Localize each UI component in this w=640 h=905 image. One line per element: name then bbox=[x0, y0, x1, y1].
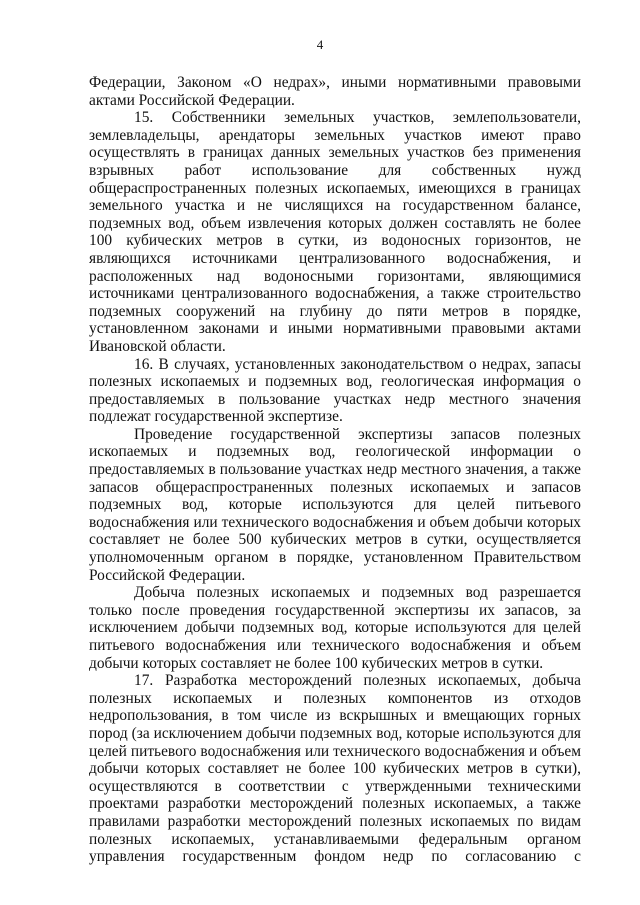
paragraph-item-15: 15. Собственники земельных участков, землепользователи, землевладельцы, арендаторы земельных участков имеют право осуществлять в границах данных земельных участков без применения взрывных работ использование для собственных нужд общераспространенных полезных ископаемых, имеющихся в границах земельного участка и не числящихся на государственном балансе, подземных вод, объем извлечения которых должен составлять не более 100 кубических метров в сутки, из водоносных горизонтов, не являющихся источниками централизованного водоснабжения, и расположенных над водоносными горизонтами, являющимися источниками централизованного водоснабжения, а также строительство подземных сооружений на глубину до пяти метров в порядке, установленном законами и иными нормативными правовыми актами Ивановской области. bbox=[89, 109, 581, 355]
paragraph-item-17: 17. Разработка месторождений полезных ископаемых, добыча полезных ископаемых и полезных компонентов из отходов недропользования, в том числе из вскрышных и вмещающих горных пород (за исключением добычи подземных вод, которые используются для целей питьевого водоснабжения или технического водоснабжения и объем добычи которых составляет не более 100 кубических метров в сутки), осуществляются в соответствии с утвержденными техническими проектами разработки месторождений полезных ископаемых, а также правилами разработки месторождений полезных ископаемых по видам полезных ископаемых, устанавливаемыми федеральным органом управления государственным фондом недр по согласованию с bbox=[89, 672, 581, 866]
paragraph-continuation: Федерации, Законом «О недрах», иными нормативными правовыми актами Российской Федерации. bbox=[89, 74, 581, 109]
paragraph-extraction-permission: Добыча полезных ископаемых и подземных вод разрешается только после проведения государственной экспертизы их запасов, за исключением добычи подземных вод, которые используются для целей питьевого водоснабжения или технического водоснабжения и объем добычи которых составляет не более 100 кубических метров в сутки. bbox=[89, 584, 581, 672]
paragraph-expertise-conduct: Проведение государственной экспертизы запасов полезных ископаемых и подземных вод, геологической информации о предоставляемых в пользование участках недр местного значения, а также запасов общераспространенных полезных ископаемых и запасов подземных вод, которые используются для целей питьевого водоснабжения или технического водоснабжения и объем добычи которых составляет не более 500 кубических метров в сутки, осуществляется уполномоченным органом в порядке, установленном Правительством Российской Федерации. bbox=[89, 425, 581, 584]
page-number: 4 bbox=[316, 37, 324, 52]
paragraph-item-16: 16. В случаях, установленных законодательством о недрах, запасы полезных ископаемых и подземных вод, геологическая информация о предоставляемых в пользование участках недр местного значения подлежат государственной экспертизе. bbox=[89, 355, 581, 426]
document-body bbox=[89, 74, 581, 866]
